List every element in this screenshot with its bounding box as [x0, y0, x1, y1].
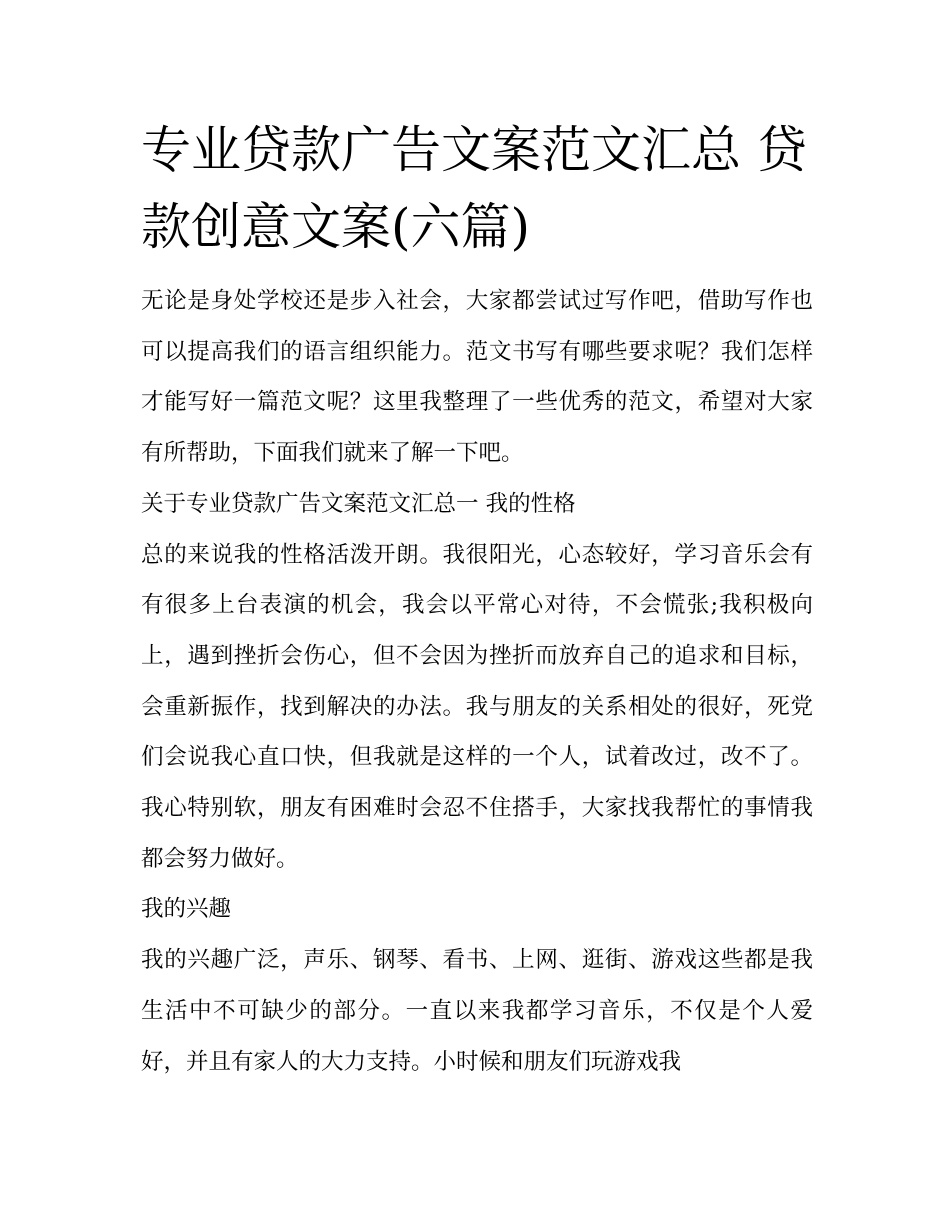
interests-paragraph: 我的兴趣广泛，声乐、钢琴、看书、上网、逛街、游戏这些都是我生活中不可缺少的部分。一直以来我都学习音乐，不仅是个人爱好，并且有家人的大力支持。小时候和朋友们玩游戏我	[141, 947, 813, 1075]
section-heading-personality: 关于专业贷款广告文案范文汇总一 我的性格	[141, 490, 576, 517]
section-heading-interests: 我的兴趣	[141, 896, 232, 923]
personality-paragraph: 总的来说我的性格活泼开朗。我很阳光，心态较好，学习音乐会有有很多上台表演的机会，我会以平常心对待，不会慌张;我积极向上，遇到挫折会伤心，但不会因为挫折而放弃自己的追求和目标，会重新振作，找到解决的办法。我与朋友的关系相处的很好，死党们会说我心直口快，但我就是这样的一个人，试着改过，改不了。我心特别软，朋友有困难时会忍不住搭手，大家找我帮忙的事情我都会努力做好。	[141, 541, 813, 872]
document-content	[141, 112, 813, 1087]
document-title: 专业贷款广告文案范文汇总 贷款创意文案(六篇)	[141, 121, 807, 256]
intro-paragraph: 无论是身处学校还是步入社会，大家都尝试过写作吧，借助写作也可以提高我们的语言组织能力。范文书写有哪些要求呢？我们怎样才能写好一篇范文呢？这里我整理了一些优秀的范文，希望对大家有所帮助，下面我们就来了解一下吧。	[141, 288, 813, 467]
